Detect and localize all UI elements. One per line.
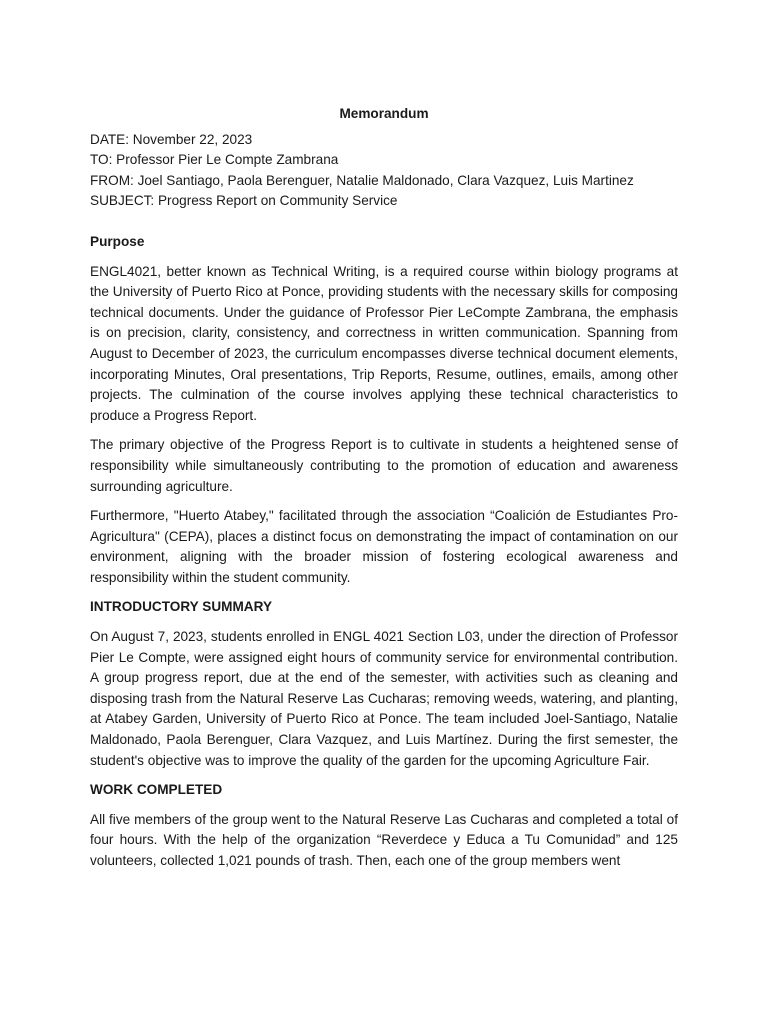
memo-document xyxy=(90,104,678,881)
memo-from: FROM: Joel Santiago, Paola Berenguer, Natalie Maldonado, Clara Vazquez, Luis Martinez xyxy=(90,172,634,188)
work-completed-heading: WORK COMPLETED xyxy=(90,782,223,798)
memo-title: Memorandum xyxy=(339,106,429,121)
purpose-paragraph-2: The primary objective of the Progress Report is to cultivate in students a heightened sense of responsibility while simultaneously contributing to the promotion of education and awareness surrounding agriculture. xyxy=(90,437,678,494)
memo-date: DATE: November 22, 2023 xyxy=(90,131,253,147)
introductory-summary-paragraph: On August 7, 2023, students enrolled in ENGL 4021 Section L03, under the direction of Professor Pier Le Compte, were assigned eight hours of community service for environmental contribution. A group progress report, due at the end of the semester, with activities such as cleaning and disposing trash from the Natural Reserve Las Cucharas; removing weeds, watering, and planting, at Atabey Garden, University of Puerto Rico at Ponce. The team included Joel-Santiago, Natalie Maldonado, Paola Berenguer, Clara Vazquez, and Luis Martínez. During the first semester, the student's objective was to improve the quality of the garden for the upcoming Agriculture Fair. xyxy=(90,629,678,768)
introductory-summary-heading: INTRODUCTORY SUMMARY xyxy=(90,599,273,615)
work-completed-paragraph: All five members of the group went to the Natural Reserve Las Cucharas and completed a total of four hours. With the help of the organization “Reverdece y Educa a Tu Comunidad” and 125 volunteers, collected 1,021 pounds of trash. Then, each one of the group members went xyxy=(90,811,678,868)
purpose-heading: Purpose xyxy=(90,233,145,249)
memo-subject: SUBJECT: Progress Report on Community Service xyxy=(90,193,398,209)
purpose-paragraph-3: Furthermore, "Huerto Atabey," facilitated through the association “Coalición de Estudiantes Pro-Agricultura" (CEPA), places a distinct focus on demonstrating the impact of contamination on our environment, aligning with the broader mission of fostering ecological awareness and responsibility within the student community. xyxy=(90,508,678,585)
purpose-paragraph-1: ENGL4021, better known as Technical Writing, is a required course within biology programs at the University of Puerto Rico at Ponce, providing students with the necessary skills for composing technical documents. Under the guidance of Professor Pier LeCompte Zambrana, the emphasis is on precision, clarity, consistency, and correctness in written communication. Spanning from August to December of 2023, the curriculum encompasses diverse technical document elements, incorporating Minutes, Oral presentations, Trip Reports, Resume, outlines, emails, among other projects. The culmination of the course involves applying these technical characteristics to produce a Progress Report. xyxy=(90,263,678,423)
memo-to: TO: Professor Pier Le Compte Zambrana xyxy=(90,152,339,168)
